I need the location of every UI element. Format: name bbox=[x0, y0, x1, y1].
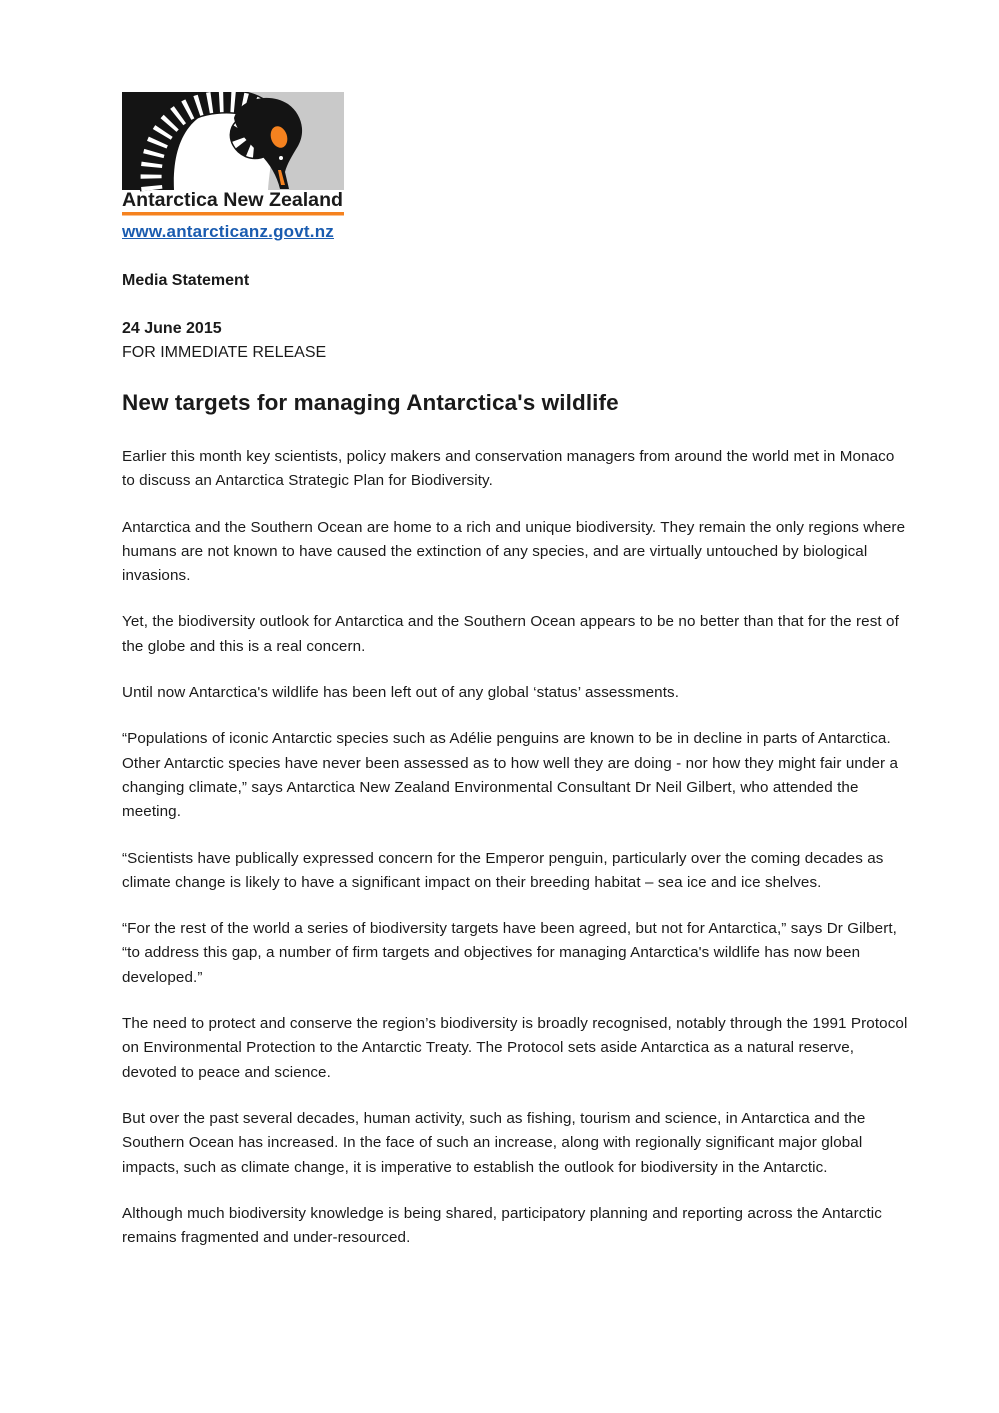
logo-wordmark: Antarctica New Zealand bbox=[122, 190, 343, 211]
body-paragraph: “For the rest of the world a series of biodiversity targets have been agreed, but not for Antarctica,” says Dr Gilbert, “to address this gap, a number of firm targets and objectives for managing Antarctica's wildlife has now been developed.” bbox=[122, 920, 898, 986]
logo-orange-rule bbox=[122, 212, 344, 216]
body-paragraph: Earlier this month key scientists, policy makers and conservation managers from around the world met in Monaco to discuss an Antarctica Strategic Plan for Biodiversity. bbox=[122, 448, 895, 490]
penguin-eye bbox=[279, 156, 283, 160]
penguin-logo-graphic bbox=[122, 92, 344, 216]
release-date: 24 June 2015 bbox=[122, 320, 222, 337]
website-link[interactable]: www.antarcticanz.govt.nz bbox=[122, 222, 334, 241]
body-paragraph: Although much biodiversity knowledge is being shared, participatory planning and reporting across the Antarctic remains fragmented and under-resourced. bbox=[122, 1204, 882, 1247]
body-paragraph: Until now Antarctica's wildlife has been left out of any global ‘status’ assessments. bbox=[122, 684, 680, 702]
media-statement-label: Media Statement bbox=[122, 272, 250, 289]
body-paragraph: “Scientists have publically expressed concern for the Emperor penguin, particularly over the coming decades as climate change is likely to have a significant impact on their breeding habitat – sea ice and ice shelves. bbox=[122, 849, 884, 891]
body-paragraph: But over the past several decades, human activity, such as fishing, tourism and science, in Antarctica and the Southern Ocean has increased. In the face of such an increase, along with regionally significant major global impacts, such as climate change, it is imperative to establish the outlook for biodiversity in the Antarctic. bbox=[122, 1109, 866, 1176]
body-paragraph: The need to protect and conserve the region’s biodiversity is broadly recognised, notably through the 1991 Protocol on Environmental Protection to the Antarctic Treaty. The Protocol sets aside Antarctica as a natural reserve, devoted to peace and science. bbox=[122, 1015, 908, 1081]
release-notice: FOR IMMEDIATE RELEASE bbox=[122, 344, 327, 361]
body-paragraph: “Populations of iconic Antarctic species such as Adélie penguins are known to be in decline in parts of Antarctica. Other Antarctic species have never been assessed as to how well they are doing - nor how they might fair under a changing climate,” says Antarctica New Zealand Environmental Consultant Dr Neil Gilbert, who attended the meeting. bbox=[122, 730, 899, 821]
body-paragraph: Yet, the biodiversity outlook for Antarctica and the Southern Ocean appears to be no better than that for the rest of the globe and this is a real concern. bbox=[122, 613, 899, 655]
page-title: New targets for managing Antarctica's wildlife bbox=[122, 390, 619, 415]
page-content bbox=[122, 92, 910, 1250]
antarctica-nz-logo bbox=[122, 92, 344, 242]
body-paragraph: Antarctica and the Southern Ocean are home to a rich and unique biodiversity. They remain the only regions where humans are not known to have caused the extinction of any species, and are virtually untouched by biological invasions. bbox=[122, 518, 906, 585]
